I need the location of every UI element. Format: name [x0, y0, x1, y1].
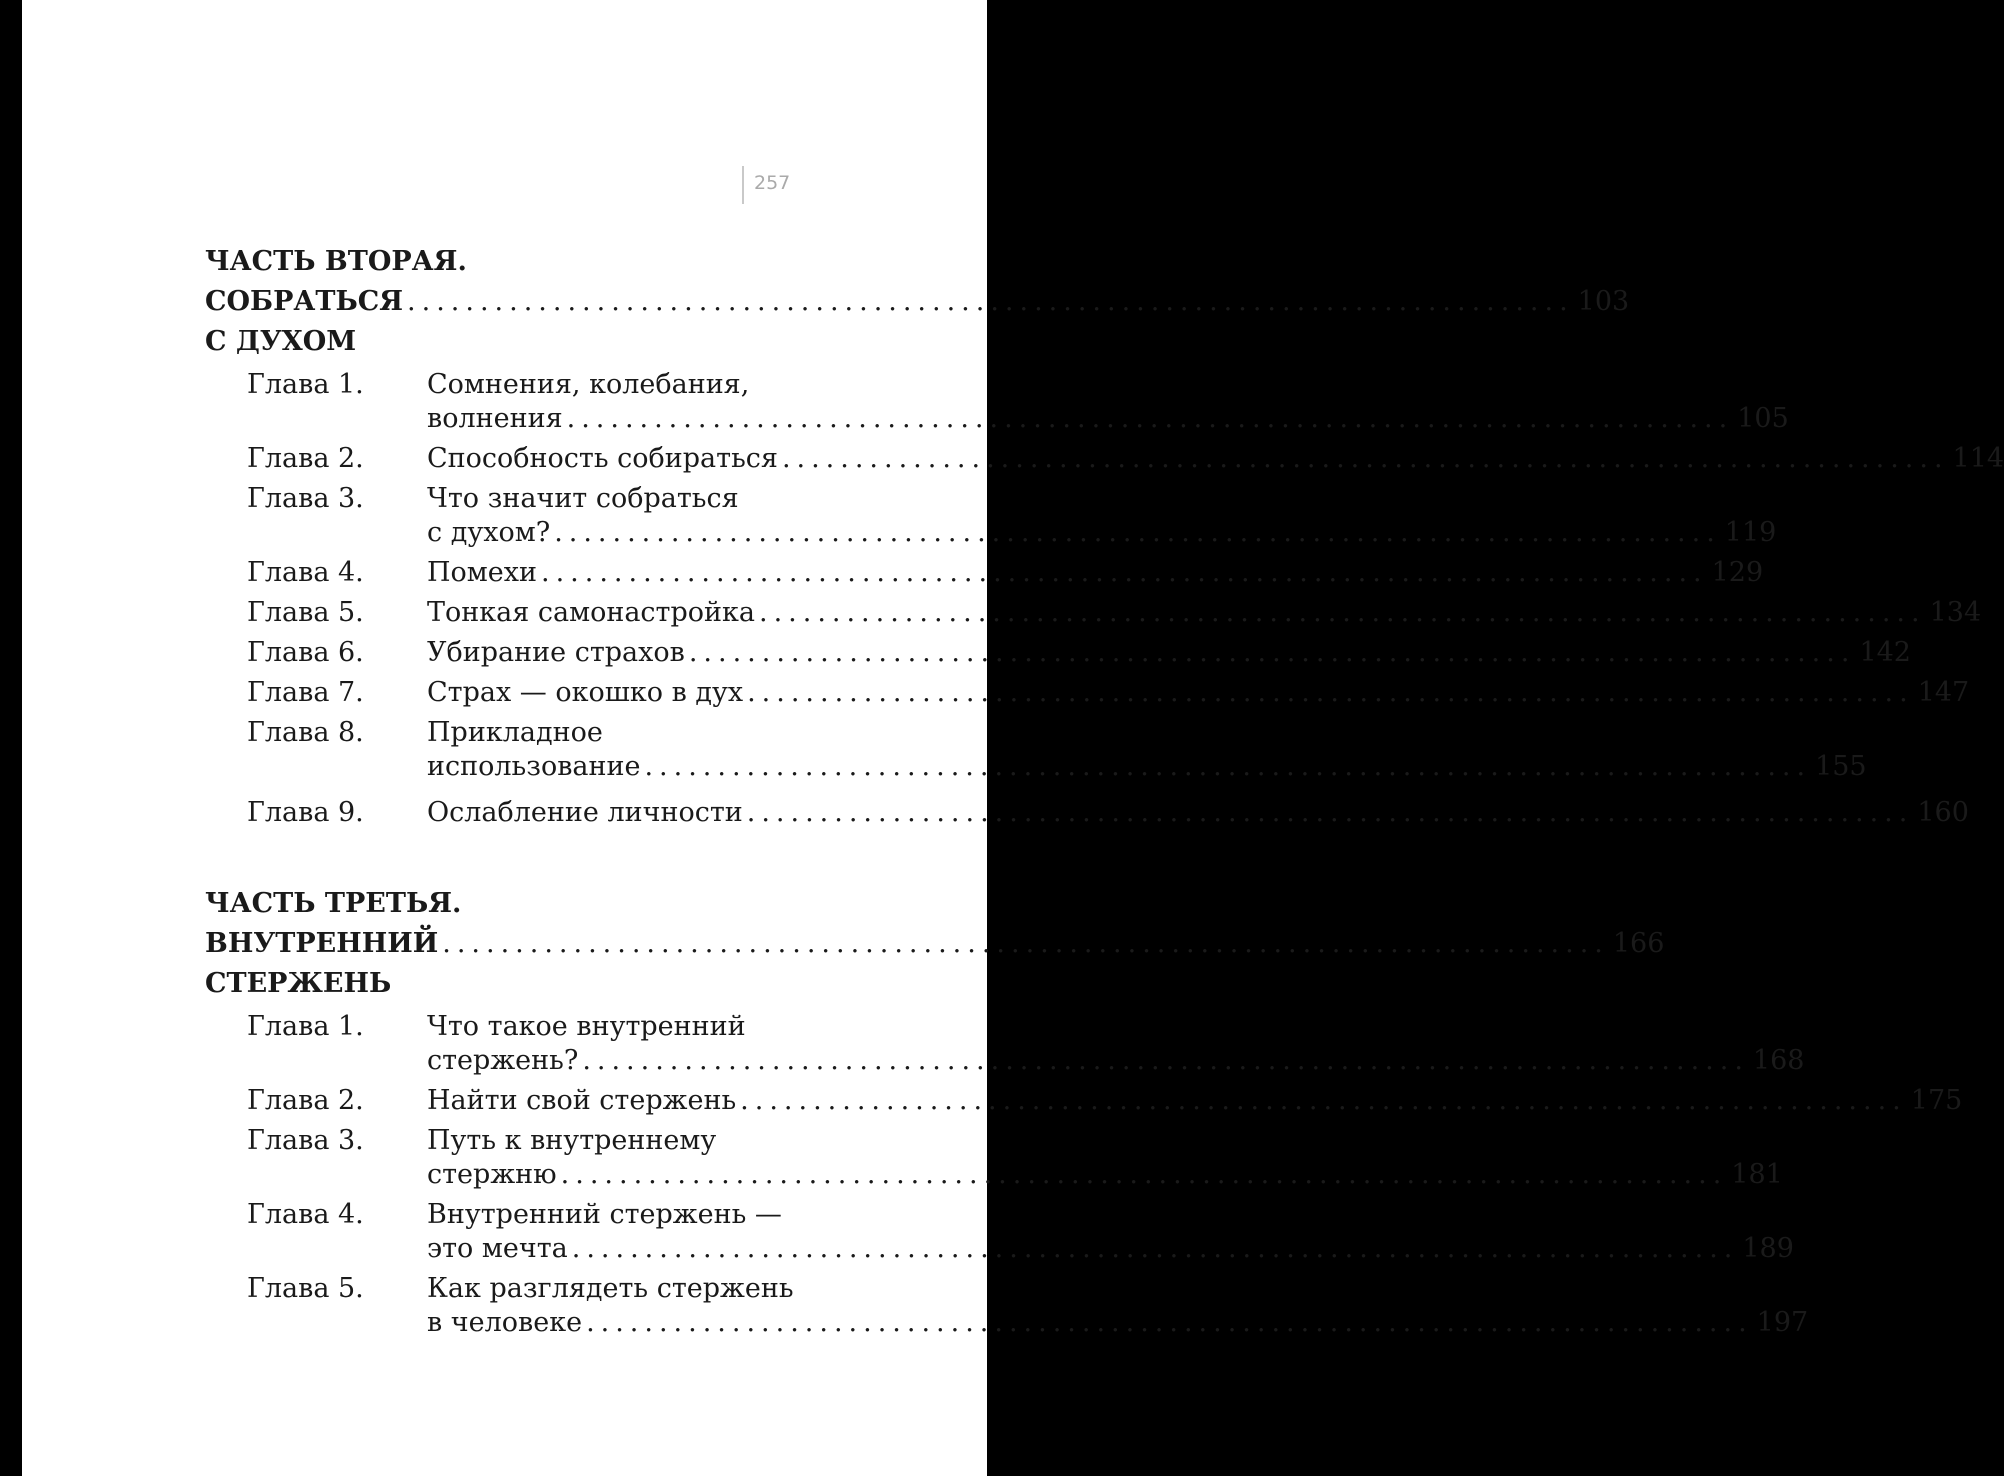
toc-chapter	[205, 1272, 1809, 1340]
chapter-page-number: 181	[1731, 1159, 1783, 1190]
leader-dots: ................................................................................	[571, 1233, 1739, 1264]
table-of-contents	[205, 242, 2004, 1340]
chapter-title-last-row	[427, 796, 1969, 830]
toc-chapter	[205, 716, 1867, 784]
chapter-page-number: 147	[1917, 677, 1970, 708]
chapter-title-last-row	[427, 750, 1867, 784]
chapter-label: Глава 8.	[247, 717, 364, 748]
chapter-title-last-line: Убирание страхов	[427, 637, 685, 668]
toc-chapter	[205, 796, 1969, 830]
leader-dots: ................................................................................	[746, 797, 1914, 828]
part-title-line2: СОБРАТЬСЯ С ДУХОМ	[205, 286, 404, 357]
chapter-label: Глава 5.	[247, 1273, 364, 1304]
chapter-page-number: 160	[1917, 797, 1969, 828]
chapter-page-number: 189	[1742, 1233, 1794, 1264]
chapter-title-last-row	[427, 556, 1763, 590]
chapter-title-last-line: Страх — окошко в дух	[427, 677, 744, 708]
part-title-line2: ВНУТРЕННИЙ СТЕРЖЕНЬ	[205, 928, 439, 999]
chapter-title-last-line: Найти свой стержень	[427, 1085, 737, 1116]
leader-dots: ................................................................................	[758, 597, 1926, 628]
toc-chapter	[205, 636, 1911, 670]
chapter-label: Глава 1.	[247, 1011, 364, 1042]
leader-dots: ................................................................................	[582, 1045, 1749, 1076]
toc-chapter	[205, 1010, 1805, 1078]
chapter-title	[427, 796, 1969, 830]
book-page	[22, 0, 2004, 1476]
chapter-title-last-row	[427, 442, 2004, 476]
chapter-page-number: 129	[1711, 557, 1764, 588]
chapter-title-first-line: Сомнения, колебания,	[427, 369, 750, 400]
chapter-title	[427, 1272, 1808, 1340]
chapter-title-last-line: в человеке	[427, 1307, 583, 1338]
chapter-title	[427, 556, 1763, 590]
toc-part-2	[205, 242, 2004, 830]
part-page-number: 103	[1577, 286, 1630, 317]
chapter-title	[427, 636, 1911, 670]
toc-chapter	[205, 442, 2004, 476]
chapter-title-last-line: это мечта	[427, 1233, 568, 1264]
chapter-title-last-row	[427, 1306, 1808, 1340]
chapter-page-number: 114	[1952, 443, 2004, 474]
chapter-title-first-line: Как разглядеть стержень	[427, 1273, 794, 1304]
leader-dots: ................................................................................	[781, 443, 1949, 474]
leader-dots: ................................................................................	[407, 286, 1574, 317]
part-title-line2-row	[205, 924, 1665, 1004]
toc-chapter	[205, 596, 1982, 630]
leader-dots: ................................................................................	[747, 677, 1914, 708]
toc-chapter	[205, 368, 1789, 436]
chapter-label: Глава 3.	[247, 483, 364, 514]
part-title-line2-row	[205, 282, 1630, 362]
chapter-title	[427, 1010, 1804, 1078]
chapter-page-number: 142	[1859, 637, 1911, 668]
leader-dots: ................................................................................	[442, 928, 1609, 959]
chapter-title-last-row	[427, 516, 1776, 550]
chapter-title-last-line: стержню	[427, 1159, 557, 1190]
chapter-title-last-line: Ослабление личности	[427, 797, 743, 828]
chapter-title-last-row	[427, 402, 1789, 436]
chapter-title-last-line: Тонкая самонастройка	[427, 597, 755, 628]
chapter-title-last-row	[427, 636, 1911, 670]
chapter-title-last-line: с духом?	[427, 517, 551, 548]
chapter-title-first-line: Что значит собраться	[427, 483, 739, 514]
chapter-title-first-line: Прикладное	[427, 717, 603, 748]
chapter-title	[427, 676, 1969, 710]
leader-dots: ................................................................................	[688, 637, 1856, 668]
chapter-label: Глава 7.	[247, 677, 364, 708]
chapter-title-last-row	[427, 1084, 1962, 1118]
toc-chapter	[205, 676, 1970, 710]
chapter-page-number: 134	[1929, 597, 1982, 628]
toc-part-3	[205, 884, 1963, 1340]
chapter-title	[427, 482, 1776, 550]
toc-chapter	[205, 1198, 1794, 1266]
part-page-number: 166	[1612, 928, 1665, 959]
chapter-label: Глава 1.	[247, 369, 364, 400]
chapter-title-first-line: Путь к внутреннему	[427, 1125, 717, 1156]
chapter-label: Глава 2.	[247, 1085, 364, 1116]
chapter-title-last-line: стержень?	[427, 1045, 579, 1076]
toc-chapter	[205, 1124, 1783, 1192]
chapter-label: Глава 9.	[247, 797, 364, 828]
part-title-line1: ЧАСТЬ ТРЕТЬЯ.	[205, 888, 462, 919]
toc-chapter	[205, 1084, 1963, 1118]
leader-dots: ................................................................................	[554, 517, 1721, 548]
chapter-title-last-row	[427, 1044, 1804, 1078]
leader-dots: ................................................................................	[586, 1307, 1753, 1338]
chapter-page-number: 119	[1724, 517, 1777, 548]
toc-chapter	[205, 556, 1764, 590]
chapter-label: Глава 5.	[247, 597, 364, 628]
chapter-label: Глава 6.	[247, 637, 364, 668]
chapter-title	[427, 1198, 1794, 1266]
leader-dots: ................................................................................	[644, 751, 1812, 782]
chapter-title-first-line: Что такое внутренний	[427, 1011, 746, 1042]
chapter-title-last-line: Способность собираться	[427, 443, 778, 474]
chapter-title-last-line: Помехи	[427, 557, 538, 588]
chapter-label: Глава 4.	[247, 557, 364, 588]
part-title-line1: ЧАСТЬ ВТОРАЯ.	[205, 246, 467, 277]
chapter-page-number: 197	[1756, 1307, 1809, 1338]
chapter-page-number: 175	[1910, 1085, 1963, 1116]
chapter-title	[427, 1124, 1783, 1192]
page-number: 257	[742, 166, 790, 204]
toc-chapter	[205, 482, 1777, 550]
chapter-label: Глава 4.	[247, 1199, 364, 1230]
leader-dots: ................................................................................	[740, 1085, 1907, 1116]
leader-dots: ................................................................................	[541, 557, 1708, 588]
chapter-page-number: 105	[1737, 403, 1789, 434]
chapter-title-last-row	[427, 1232, 1794, 1266]
chapter-title-last-row	[427, 676, 1969, 710]
chapter-title-first-line: Внутренний стержень —	[427, 1199, 782, 1230]
chapter-title	[427, 1084, 1962, 1118]
chapter-title	[427, 596, 1981, 630]
chapter-title	[427, 368, 1789, 436]
chapter-page-number: 155	[1815, 751, 1867, 782]
chapter-label: Глава 3.	[247, 1125, 364, 1156]
leader-dots: ................................................................................	[566, 403, 1734, 434]
chapter-title-last-line: волнения	[427, 403, 563, 434]
chapter-title	[427, 442, 2004, 476]
chapter-title-last-row	[427, 596, 1981, 630]
chapter-page-number: 168	[1752, 1045, 1805, 1076]
chapter-title	[427, 716, 1867, 784]
chapter-label: Глава 2.	[247, 443, 364, 474]
leader-dots: ................................................................................	[560, 1159, 1728, 1190]
chapter-title-last-line: использование	[427, 751, 641, 782]
chapter-title-last-row	[427, 1158, 1783, 1192]
